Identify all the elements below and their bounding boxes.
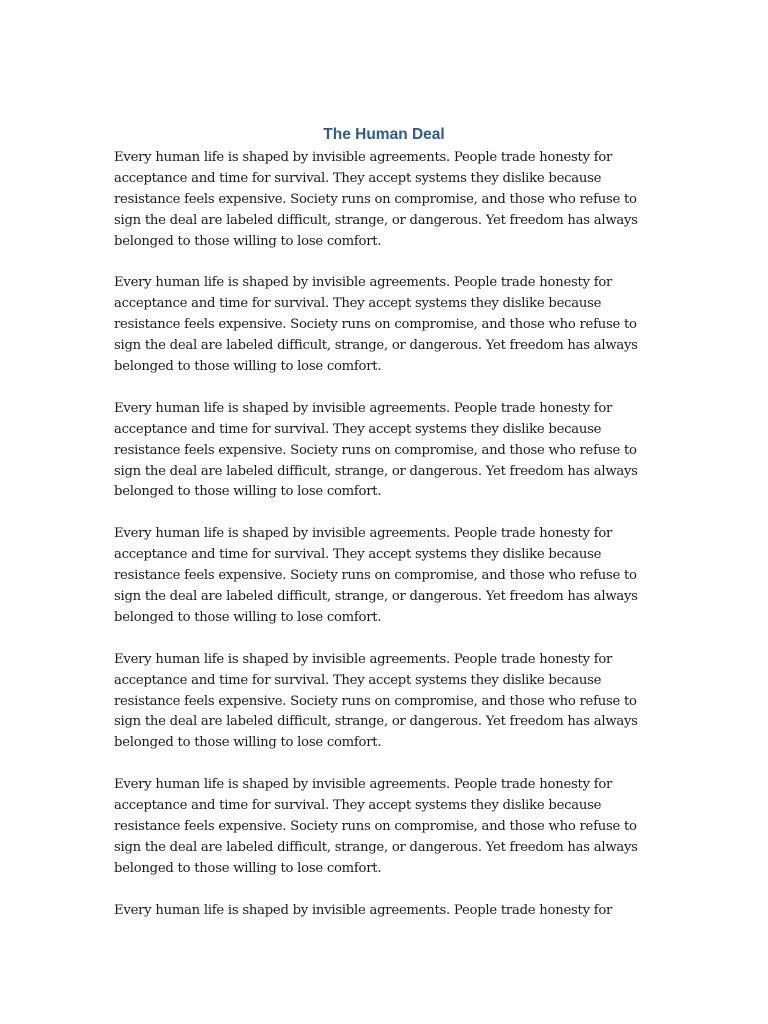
text-line: sign the deal are labeled difficult, strange, or dangerous. Yet freedom has always — [114, 714, 638, 730]
text-line: belonged to those willing to lose comfort. — [114, 233, 382, 249]
text-line: Every human life is shaped by invisible agreements. People trade honesty for — [114, 651, 613, 667]
text-line: acceptance and time for survival. They accept systems they dislike because — [114, 421, 602, 437]
text-line: resistance feels expensive. Society runs on compromise, and those who refuse to — [114, 442, 637, 458]
text-line: belonged to those willing to lose comfort. — [114, 735, 382, 751]
text-line: resistance feels expensive. Society runs on compromise, and those who refuse to — [114, 693, 637, 709]
text-line: resistance feels expensive. Society runs on compromise, and those who refuse to — [114, 191, 637, 207]
text-line: acceptance and time for survival. They accept systems they dislike because — [114, 296, 602, 312]
text-line: sign the deal are labeled difficult, strange, or dangerous. Yet freedom has always — [114, 588, 638, 604]
text-line: belonged to those willing to lose comfort. — [114, 860, 382, 876]
paragraph-1 — [114, 148, 650, 253]
text-line: resistance feels expensive. Society runs on compromise, and those who refuse to — [114, 317, 637, 333]
paragraph-3 — [114, 399, 650, 504]
text-line: belonged to those willing to lose comfort. — [114, 359, 382, 375]
paragraph-5 — [114, 650, 650, 755]
document-body — [114, 148, 650, 942]
paragraph-4 — [114, 524, 650, 629]
text-line: Every human life is shaped by invisible agreements. People trade honesty for — [114, 275, 613, 291]
document-title: The Human Deal — [323, 126, 445, 143]
text-line: Every human life is shaped by invisible agreements. People trade honesty for — [114, 777, 613, 793]
text-line: acceptance and time for survival. They accept systems they dislike because — [114, 170, 602, 186]
paragraph-2 — [114, 273, 650, 378]
text-line: Every human life is shaped by invisible agreements. People trade honesty for — [114, 400, 613, 416]
text-line: belonged to those willing to lose comfort. — [114, 484, 382, 500]
text-line: resistance feels expensive. Society runs on compromise, and those who refuse to — [114, 568, 637, 584]
text-line: sign the deal are labeled difficult, strange, or dangerous. Yet freedom has always — [114, 463, 638, 479]
text-line: Every human life is shaped by invisible agreements. People trade honesty for — [114, 150, 613, 165]
text-line: sign the deal are labeled difficult, strange, or dangerous. Yet freedom has always — [114, 338, 638, 354]
text-line: acceptance and time for survival. They accept systems they dislike because — [114, 672, 602, 688]
text-line: Every human life is shaped by invisible agreements. People trade honesty for — [114, 526, 613, 542]
text-line: acceptance and time for survival. They accept systems they dislike because — [114, 547, 602, 563]
text-line: sign the deal are labeled difficult, strange, or dangerous. Yet freedom has always — [114, 839, 638, 855]
text-line: sign the deal are labeled difficult, strange, or dangerous. Yet freedom has always — [114, 212, 638, 228]
paragraph-6 — [114, 775, 650, 880]
text-line: resistance feels expensive. Society runs on compromise, and those who refuse to — [114, 818, 637, 834]
text-line: acceptance and time for survival. They accept systems they dislike because — [114, 798, 602, 814]
text-line: belonged to those willing to lose comfort. — [114, 609, 382, 625]
text-line: Every human life is shaped by invisible agreements. People trade honesty for — [114, 902, 613, 918]
paragraph-7 — [114, 901, 650, 922]
